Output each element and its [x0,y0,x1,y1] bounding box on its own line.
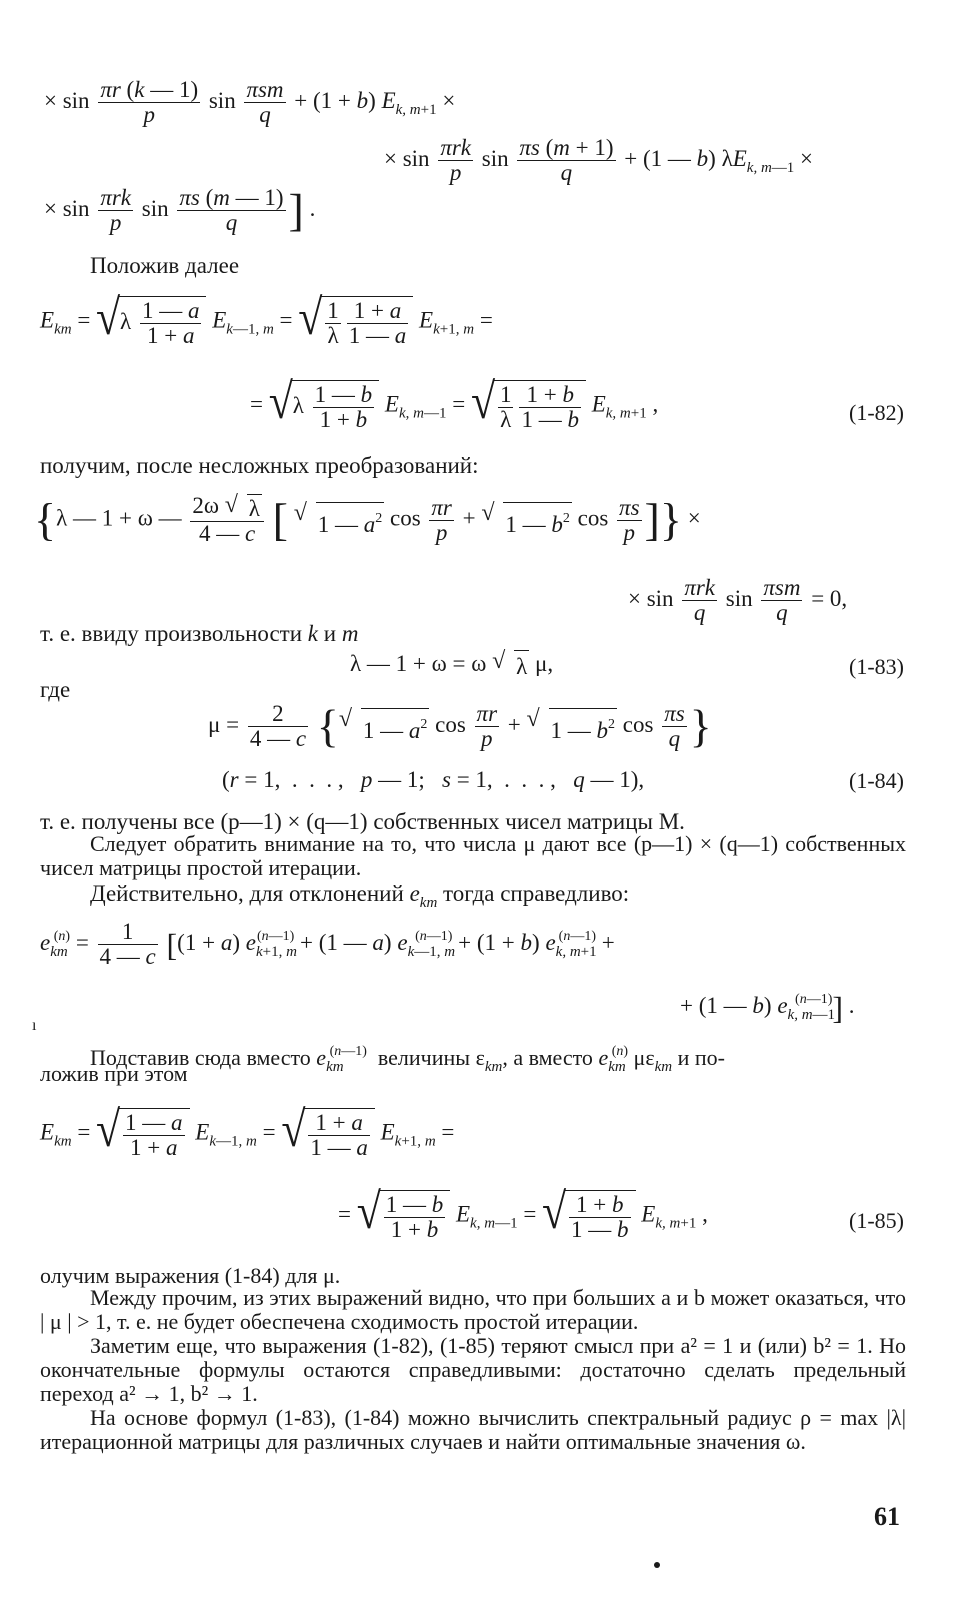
equation-number-1-83: (1-83) [849,654,904,679]
text-podstaviv-1: Подставив сюда вместо [90,1045,311,1070]
var-k: k [307,621,318,646]
stray-mark: ı [32,1017,37,1034]
paragraph-sleduet: Следует обратить внимание на то, что числа μ дают все (p—1) × (q—1) собственных чисел матрицы простой итерации. [40,831,906,880]
text-podstaviv-4: и по- [677,1045,725,1070]
formula-1-83: λ — 1 + ω = ω √ λ μ, [350,650,553,681]
stray-dot [654,1562,660,1568]
formula-1-84-mu: μ = $\frac{2}{4 — c}$ {√ 1 — $a^2$ cos $\frac{\pi r}{p}$ + √ 1 — $b^2$ cos $\frac{\pi s}{q}$ } [208,702,712,751]
text-podstaviv-3: , а вместо [502,1045,593,1070]
text-poluchim-1: получим, после несложных преобразований: [40,453,479,478]
text-te-vvidu-main: т. е. ввиду произвольности [40,621,303,646]
var-m: m [341,621,359,646]
formula-eigen-expression-line-2: × sin $\frac{\text{πrk}}{q}$ sin $\frac{\text{πsm}}{q}$ = 0, [628,575,848,625]
formula-continuation-line-1: × sin $\frac{\pi r (k — 1)}{p}$ sin $\frac{\text{πsm}}{q}$ + (1 + b) $E_{k, m+1}$ × [44,77,456,127]
text-deystvitelno-main: Действительно, для отклонений [90,881,404,906]
paragraph-mezhdu: Между прочим, из этих выражений видно, что при больших a и b может оказаться, что | μ | > 1, т. е. не будет обеспечена сходимость простой итерации. [40,1285,906,1334]
formula-eigen-expression-line-1: {λ — 1 + ω — $\frac{2\omega √ \lambda}{4 — c}$ [ √ 1 — $a^2$ cos $\frac{\pi r}{p}$ + √ 1 — $b^2$ cos $\frac{\pi s}{p}$ ]} × [34,494,701,546]
formula-1-84-range: (r = 1, . . . , p — 1; s = 1, . . . , q — 1), [222,767,645,792]
text-deystvitelno-end: тогда справедливо: [443,881,630,906]
paragraph-na-osnove: На основе формул (1-83), (1-84) можно вычислить спектральный радиус ρ = max |λ| итерационной матрицы для различных случаев и найти оптимальные значения ω. [40,1405,906,1454]
text-deystvitelno: Действительно, для отклонений $e_{km}$ тогда справедливо: [90,881,630,911]
equation-number-1-84: (1-84) [849,768,904,793]
formula-continuation-line-2: × sin $\frac{\text{πrk}}{p}$ sin $\frac{\pi s (m + 1)}{q}$ + (1 — b) $\lambda E_{k, m—1}$ × [384,135,814,185]
formula-e-km-line-2: + (1 — b) $e_{k, m—1}^{(n—1)}$] . [680,989,855,1026]
paragraph-zametim: Заметим еще, что выражения (1-82), (1-85) теряют смысл при a² = 1 и (или) b² = 1. Но окончательные формулы остаются справедливыми: достаточно сделать предельный переход a² → 1, b² → 1. [40,1333,906,1406]
text-te-polucheny: т. е. получены все (p—1) × (q—1) собственных чисел матрицы M. [40,809,685,834]
text-te-vvidu [40,620,358,648]
page-number: 61 [874,1502,900,1531]
equation-number-1-82: (1-82) [849,400,904,425]
text-podstaviv-2: величины [377,1045,471,1070]
equation-number-1-85: (1-85) [849,1208,904,1233]
text-conj-i: и [323,621,337,646]
text-gde: где [40,677,71,702]
formula-1-82-line-2: = √ λ $\frac{1 — b}{1 + b}$ $E_{k, m—1}$ = √ $\frac{1}{\lambda}$ $\frac{1 + b}{1 — b}$ $E_{k, m+1}$ , [250,380,658,432]
formula-1-85-line-1: $E_{km}$ = √ $\frac{1 — a}{1 + a}$ $E_{k—1, m}$ = √ $\frac{1 + a}{1 — a}$ $E_{k+1, m}$ = [40,1108,454,1160]
text-polozhiv: Положив далее [90,253,240,278]
formula-1-82-line-1: $E_{km}$ = √ λ $\frac{1 — a}{1 + a}$ $E_{k—1, m}$ = √ $\frac{1}{\lambda}$ $\frac{1 + a}{1 — a}$ $E_{k+1, m}$ = [40,296,493,348]
formula-continuation-line-3: × sin $\frac{\text{πrk}}{p}$ sin $\frac{\pi s (m — 1)}{q}$ ] . [44,184,316,236]
formula-e-km-line-1: $e_{km}^{(n)}$ = $\frac{1}{4 — c}$ [(1 + a) $e_{k+1, m}^{(n—1)} + (1$ — a) $e_{k—1, m}^{(n—1)} + (1 + b) e_{k, m+1}^{(n—1)}$ + [40,919,615,969]
text-podstaviv: Подставив сюда вместо $e_{km}^{(n—1)}$ величины $\varepsilon_{km}$, а вместо $e_{km}^{(n)}$ $\mu\varepsilon_{km}$ и по- [90,1044,725,1075]
formula-1-85-line-2: = √ $\frac{1 — b}{1 + b}$ $E_{k, m—1}$ = √ $\frac{1 + b}{1 — b}$ $E_{k, m+1}$ , [338,1190,708,1242]
text-lozhiv: ложив при этом [40,1061,188,1086]
text-poluchim-2: олучим выражения (1-84) для μ. [40,1263,341,1288]
